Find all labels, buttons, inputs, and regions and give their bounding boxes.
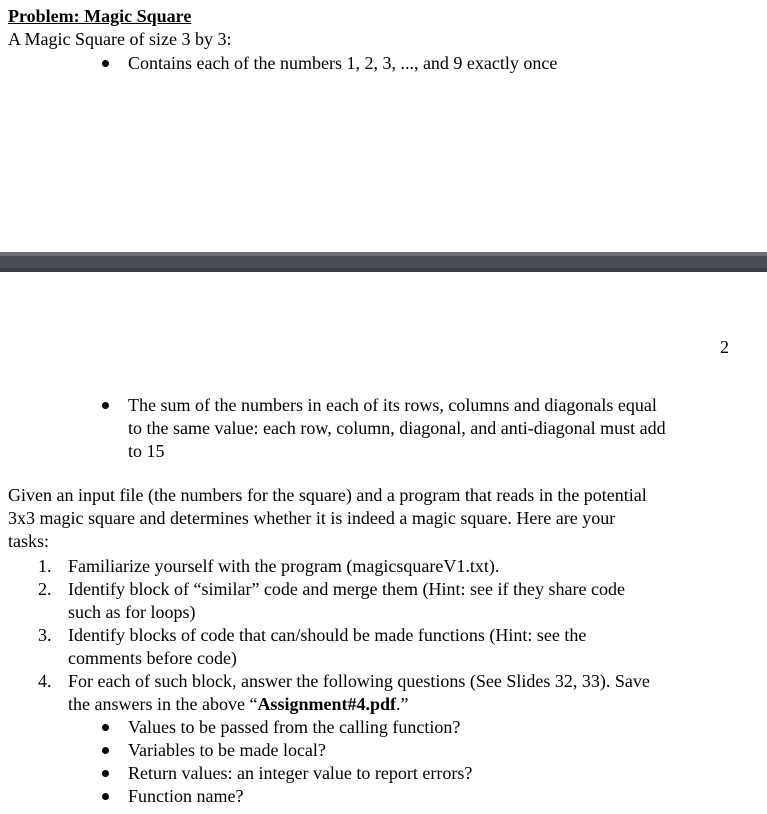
bullet-text-line: to 15 — [128, 441, 165, 461]
sub-bullet-text: Variables to be made local? — [128, 740, 326, 760]
task-item-3 — [38, 624, 718, 670]
assignment-filename: Assignment#4.pdf — [257, 694, 396, 714]
sub-bullet-item — [98, 739, 472, 762]
bullet-text-line: to the same value: each row, column, diagonal, and anti-diagonal must add — [128, 418, 666, 438]
document-title: Problem: Magic Square — [8, 6, 192, 26]
task-item-1 — [38, 555, 718, 578]
task-number: 4. — [38, 671, 52, 691]
document-subtitle: A Magic Square of size 3 by 3: — [8, 29, 232, 49]
task-text — [68, 670, 718, 716]
bullet-icon — [98, 762, 128, 785]
page-separator — [0, 252, 767, 272]
task-number: 2. — [38, 579, 52, 599]
page-number: 2 — [720, 337, 729, 357]
bullet-icon — [98, 785, 128, 808]
bullet-text — [128, 394, 666, 463]
bullet-icon — [98, 716, 128, 739]
bullet-icon — [98, 739, 128, 762]
task-text-line: Identify block of “similar” code and merge them (Hint: see if they share code — [68, 579, 625, 599]
task-text-segment: the answers in the above “ — [68, 694, 258, 714]
sub-bullet-list — [98, 716, 472, 808]
task-number: 3. — [38, 625, 52, 645]
task-item-2 — [38, 578, 718, 624]
bullet-text: Contains each of the numbers 1, 2, 3, ..., and 9 exactly once — [128, 53, 558, 73]
paragraph-line: Given an input file (the numbers for the square) and a program that reads in the potential — [8, 485, 647, 505]
task-text-line — [68, 693, 718, 716]
sub-bullet-item — [98, 762, 472, 785]
task-text — [68, 578, 718, 624]
task-text — [68, 624, 718, 670]
task-text: Familiarize yourself with the program (magicsquareV1.txt). — [68, 556, 500, 576]
task-text-line: such as for loops) — [68, 602, 196, 622]
page-2 — [0, 272, 767, 814]
sub-bullet-item — [98, 716, 472, 739]
task-text-line: comments before code) — [68, 648, 237, 668]
paragraph-line: 3x3 magic square and determines whether it is indeed a magic square. Here are your — [8, 508, 616, 528]
bullet-icon — [98, 52, 128, 75]
task-number: 1. — [38, 556, 52, 576]
paragraph-line: tasks: — [8, 531, 50, 551]
task-text-segment: .” — [395, 694, 409, 714]
bullet-item — [98, 52, 557, 75]
sub-bullet-text: Values to be passed from the calling function? — [128, 717, 461, 737]
bullet-text-line: The sum of the numbers in each of its rows, columns and diagonals equal — [128, 395, 657, 415]
task-text-line: For each of such block, answer the following questions (See Slides 32, 33). Save — [68, 671, 650, 691]
sub-bullet-item — [98, 785, 472, 808]
bullet-item — [98, 394, 666, 463]
task-text-line: Identify blocks of code that can/should be made functions (Hint: see the — [68, 625, 587, 645]
task-list — [38, 555, 718, 716]
sub-bullet-text: Function name? — [128, 786, 244, 806]
page-1 — [0, 0, 767, 252]
sub-bullet-text: Return values: an integer value to report errors? — [128, 763, 473, 783]
task-item-4 — [38, 670, 718, 716]
intro-paragraph — [8, 484, 720, 553]
bullet-icon — [98, 394, 128, 417]
